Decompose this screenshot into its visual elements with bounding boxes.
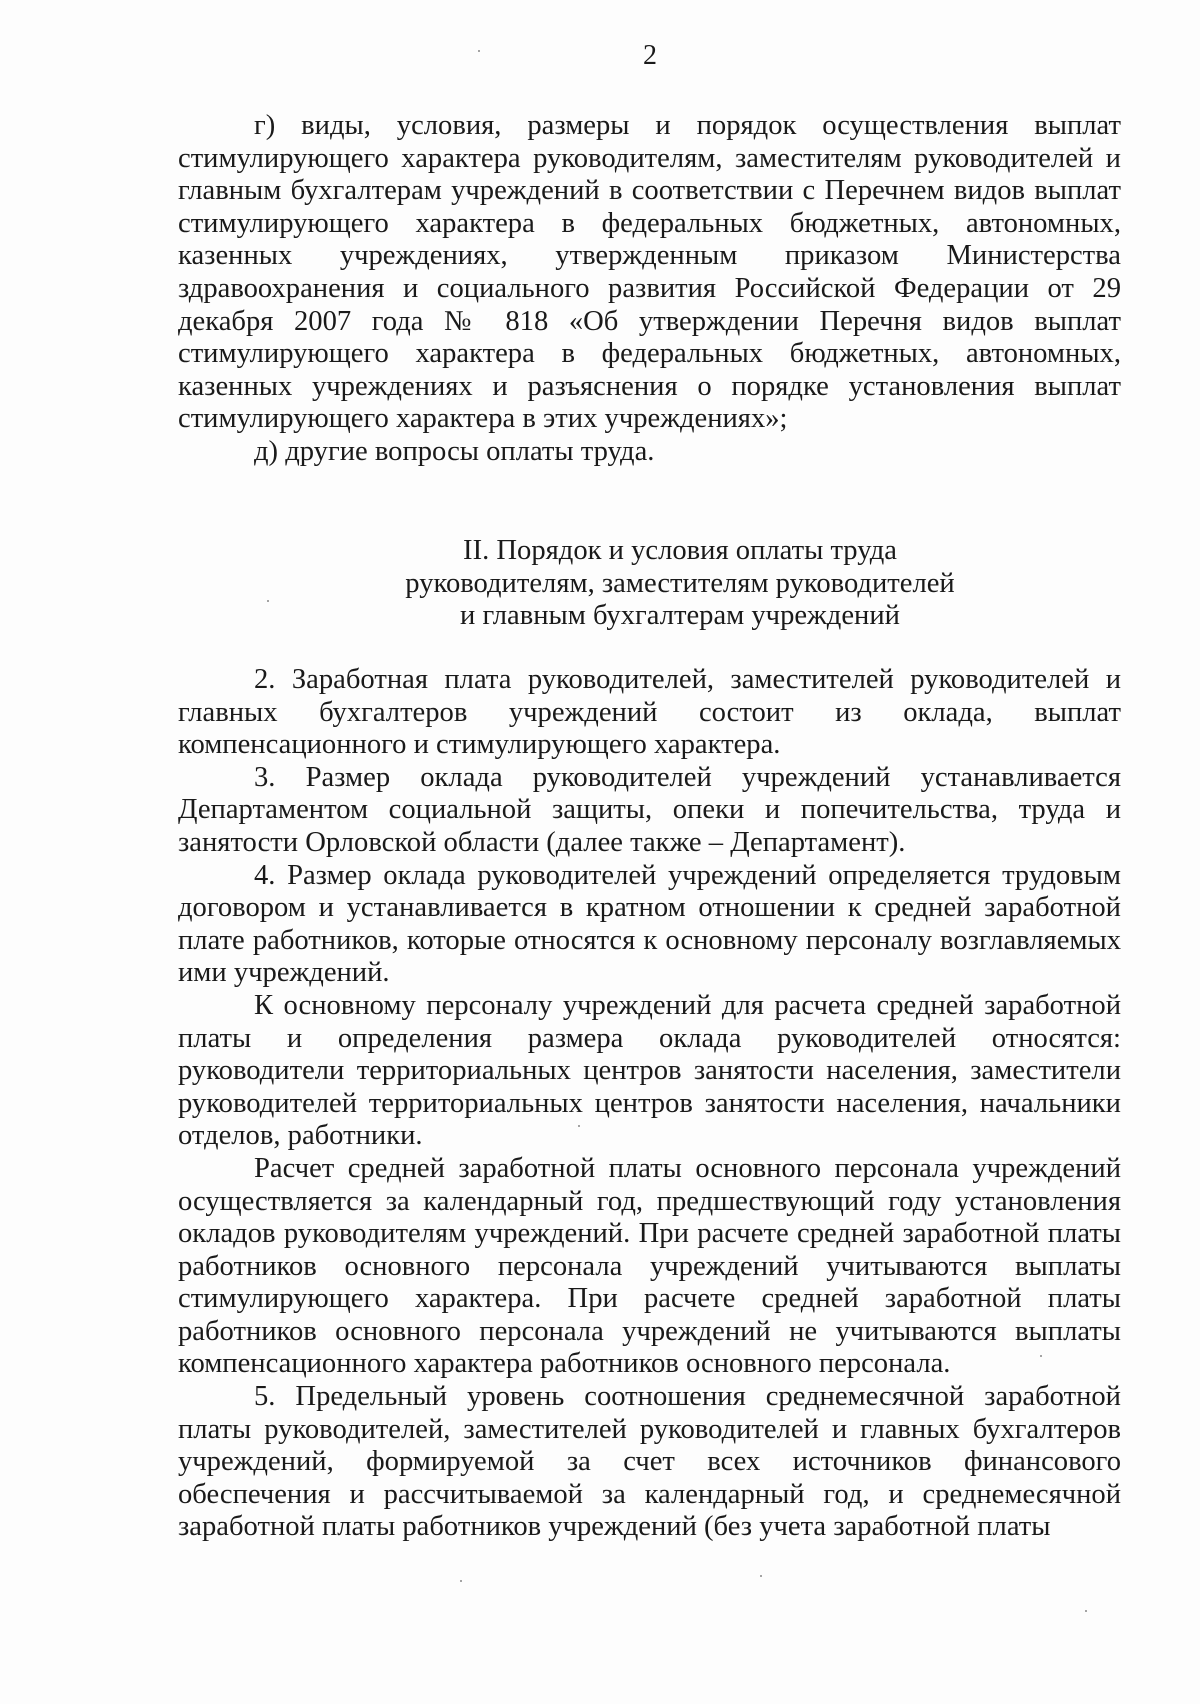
section-heading-line-1: II. Порядок и условия оплаты труда <box>463 535 897 566</box>
scan-speck <box>578 1125 580 1127</box>
top-paragraphs <box>178 110 1121 469</box>
page-number: 2 <box>643 40 657 71</box>
scan-speck <box>760 1575 762 1577</box>
scan-speck <box>460 1580 462 1582</box>
scan-speck <box>1040 1355 1042 1357</box>
scan-speck <box>267 600 269 602</box>
section-heading-line-2: руководителям, заместителям руководителей <box>405 567 955 599</box>
paragraph-salary-calculation: Расчет средней заработной платы основного персонала учреждений осуществляется за календарный год, предшествующий году установления окладов руководителям учреждений. При расчете средней заработной платы работников основного персонала учреждений учитываются выплаты стимулирующего характера. При расчете средней заработной платы работников основного персонала учреждений не учитываются выплаты компенсационного характера работников основного персонала. <box>178 1152 1121 1380</box>
paragraph-main-staff: К основному персоналу учреждений для расчета средней заработной платы и определения размера оклада руководителей относятся: руководители территориальных центров занятости населения, заместители руководителей территориальных центров занятости населения, начальники отделов, работники. <box>178 989 1121 1152</box>
main-paragraphs <box>178 664 1121 1544</box>
paragraph-g: г) виды, условия, размеры и порядок осуществления выплат стимулирующего характера руководителям, заместителям руководителей и главным бухгалтерам учреждений в соответствии с Перечнем видов выплат стимулирующего характера в федеральных бюджетных, автономных, казенных учреждениях, утвержденным приказом Министерства здравоохранения и социального развития Российской Федерации от 29 декабря 2007 года № 818 «Об утверждении Перечня видов выплат стимулирующего характера в федеральных бюджетных, автономных, казенных учреждениях и разъяснения о порядке установления выплат стимулирующего характера в этих учреждениях»; <box>178 110 1121 435</box>
paragraph-3: 3. Размер оклада руководителей учреждений устанавливается Департаментом социальной защиты, опеки и попечительства, труда и занятости Орловской области (далее также – Департамент). <box>178 761 1121 858</box>
section-heading <box>330 535 1030 633</box>
section-heading-line-3: и главным бухгалтерам учреждений <box>460 600 900 632</box>
paragraph-d: д) другие вопросы оплаты труда. <box>254 435 655 467</box>
paragraph-2: 2. Заработная плата руководителей, заместителей руководителей и главных бухгалтеров учреждений состоит из оклада, выплат компенсационного и стимулирующего характера. <box>178 664 1121 761</box>
scan-speck <box>478 50 480 52</box>
paragraph-5: 5. Предельный уровень соотношения среднемесячной заработной платы руководителей, заместителей руководителей и главных бухгалтеров учреждений, формируемой за счет всех источников финансового обеспечения и рассчитываемой за календарный год, и среднемесячной заработной платы работников учреждений (без учета заработной платы <box>178 1381 1121 1543</box>
paragraph-4: 4. Размер оклада руководителей учреждений определяется трудовым договором и устанавливается в кратном отношении к средней заработной плате работников, которые относятся к основному персоналу возглавляемых ими учреждений. <box>178 859 1121 989</box>
scan-speck <box>1085 1610 1087 1612</box>
